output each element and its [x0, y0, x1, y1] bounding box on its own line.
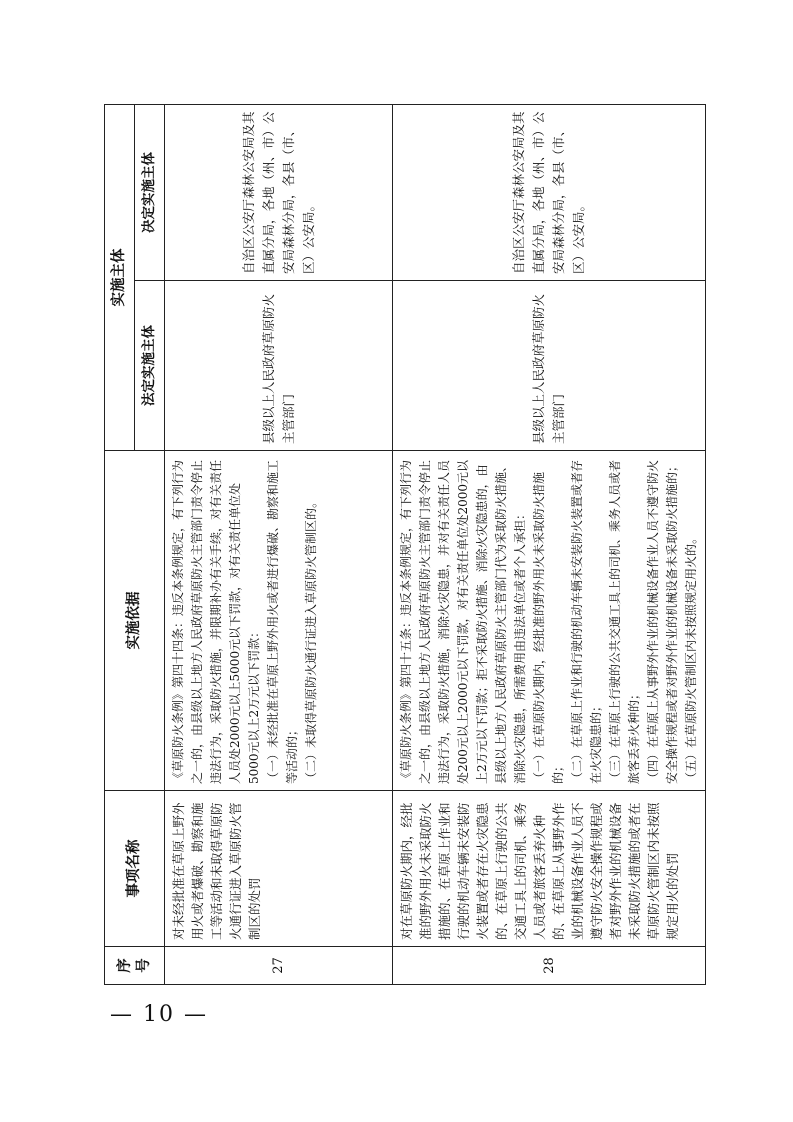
item-name: 对在草原防火期内，经批准的野外用火未采取防火措施的、在草原上作业和行驶的机动车辆未安装防火装置或者存在火灾隐患的、在草原上行驶的公共交通工具上的司机、乘务人员或者旅客丢弃火种的、在草原上从事野外作业的机械设备作业人员不遵守防火安全操作规程或者对野外作业的机械设备未采取防火措施的或者在草原防火管制区内未按照规定用火的处罚: [393, 791, 706, 947]
header-decision-subject: 决定实施主体: [135, 105, 165, 281]
row-number: 28: [393, 947, 706, 985]
header-legal-subject: 法定实施主体: [135, 281, 165, 451]
basis-paragraph: （一）在草原防火期内，经批准的野外用火未采取防火措施的；: [532, 471, 565, 784]
decision-subject: 自治区公安厅森林公安局及其直属分局，各地（州、市）公安局森林分局，各县（市、区）公安局。: [393, 105, 706, 281]
basis-paragraph: （四）在草原上从事野外作业的机械设备作业人员不遵守防火安全操作规程或者对野外作业的机械设备未采取防火措施的；: [646, 459, 679, 784]
header-basis: 实施依据: [105, 451, 165, 791]
legal-subject: 县级以上人民政府草原防火主管部门: [165, 281, 393, 451]
legal-subject: 县级以上人民政府草原防火主管部门: [393, 281, 706, 451]
basis-text: [165, 451, 393, 791]
basis-paragraph: （三）在草原上行驶的公共交通工具上的司机、乘务人员或者旅客丢弃火种的；: [608, 459, 641, 784]
header-no: 序号: [105, 947, 165, 985]
row-number: 27: [165, 947, 393, 985]
basis-paragraph: （二）未取得草原防火通行证进入草原防火管制区的。: [304, 495, 318, 784]
table-row: [393, 105, 706, 985]
basis-paragraph: （五）在草原防火管制区内未按照规定用火的。: [684, 531, 698, 784]
header-subject: 实施主体: [105, 105, 135, 451]
enforcement-items-table: [104, 104, 706, 985]
basis-text: [393, 451, 706, 791]
basis-paragraph: 《草原防火条例》第四十四条：违反本条例规定，有下列行为之一的，由县级以上地方人民政府草原防火主管部门责令停止违法行为，采取防火措施，并限期补办有关手续，对有关责任人员处2000元以上5000元以下罚款，对有关责任单位处5000元以上2万元以下罚款：: [171, 459, 261, 784]
header-item-name: 事项名称: [105, 791, 165, 947]
decision-subject: 自治区公安厅森林公安局及其直属分局，各地（州、市）公安局森林分局，各县（市、区）公安局。: [165, 105, 393, 281]
basis-paragraph: （一）未经批准在草原上野外用火或者进行爆破、勘察和施工等活动的；: [266, 459, 299, 784]
basis-paragraph: 《草原防火条例》第四十五条：违反本条例规定，有下列行为之一的，由县级以上地方人民政府草原防火主管部门责令停止违法行为，采取防火措施，消除火灾隐患，并对有关责任人员处200元以上2000元以下罚款，对有关责任单位处2000元以上2万元以下罚款；拒不采取防火措施、消除火灾隐患的，由县级以上地方人民政府草原防火主管部门代为采取防火措施、消除火灾隐患，所需费用由违法单位或者个人承担：: [399, 459, 527, 784]
table-row: [165, 105, 393, 985]
page-number: — 10 —: [110, 1002, 208, 1027]
item-name: 对未经批准在草原上野外用火或者爆破、勘察和施工等活动和未取得草原防火通行证进入草原防火管制区的处罚: [165, 791, 393, 947]
basis-paragraph: （二）在草原上作业和行驶的机动车辆未安装防火装置或者存在火灾隐患的；: [570, 459, 603, 784]
rotated-table-sheet: [104, 105, 698, 985]
